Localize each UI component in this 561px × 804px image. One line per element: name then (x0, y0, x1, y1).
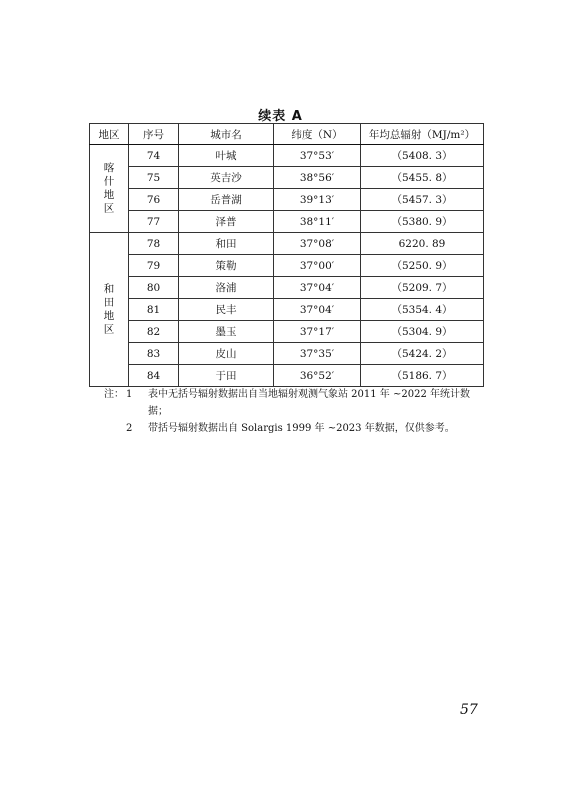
latitude-cell: 38°56′ (274, 167, 361, 189)
number-cell: 74 (129, 145, 179, 167)
latitude-cell: 37°04′ (274, 277, 361, 299)
header-region: 地区 (90, 124, 129, 145)
table-row (90, 211, 484, 233)
header-city: 城市名 (179, 124, 274, 145)
region-cell: 和田地区 (90, 233, 129, 387)
number-cell: 78 (129, 233, 179, 255)
number-cell: 79 (129, 255, 179, 277)
number-cell: 82 (129, 321, 179, 343)
city-cell: 叶城 (179, 145, 274, 167)
table-row (90, 255, 484, 277)
table-notes (104, 386, 484, 437)
latitude-cell: 37°00′ (274, 255, 361, 277)
radiation-cell: （5186. 7） (361, 365, 484, 387)
table-row (90, 189, 484, 211)
radiation-cell: （5408. 3） (361, 145, 484, 167)
note-number: 1 (126, 389, 133, 400)
radiation-cell: （5455. 8） (361, 167, 484, 189)
table-header (90, 124, 484, 145)
note-text: 带括号辐射数据出自 Solargis 1999 年 ~2023 年数据，仅供参考。 (148, 423, 455, 434)
latitude-cell: 39°13′ (274, 189, 361, 211)
table-row (90, 167, 484, 189)
table-body (90, 145, 484, 387)
latitude-cell: 36°52′ (274, 365, 361, 387)
note-number: 2 (126, 423, 133, 434)
note-item (104, 420, 484, 437)
table-caption: 续表 A (258, 109, 303, 124)
number-cell: 80 (129, 277, 179, 299)
city-cell: 洛浦 (179, 277, 274, 299)
city-cell: 岳普湖 (179, 189, 274, 211)
table-row (90, 277, 484, 299)
latitude-cell: 37°35′ (274, 343, 361, 365)
number-cell: 77 (129, 211, 179, 233)
number-cell: 83 (129, 343, 179, 365)
radiation-cell: （5250. 9） (361, 255, 484, 277)
city-cell: 民丰 (179, 299, 274, 321)
radiation-cell: （5424. 2） (361, 343, 484, 365)
notes-label: 注： (104, 389, 124, 400)
table-row (90, 321, 484, 343)
table-row (90, 233, 484, 255)
latitude-cell: 37°17′ (274, 321, 361, 343)
city-cell: 英吉沙 (179, 167, 274, 189)
city-cell: 皮山 (179, 343, 274, 365)
radiation-table (89, 123, 484, 387)
city-cell: 策勒 (179, 255, 274, 277)
radiation-cell: （5354. 4） (361, 299, 484, 321)
city-cell: 墨玉 (179, 321, 274, 343)
number-cell: 76 (129, 189, 179, 211)
number-cell: 81 (129, 299, 179, 321)
header-number: 序号 (129, 124, 179, 145)
city-cell: 于田 (179, 365, 274, 387)
table-row (90, 365, 484, 387)
table-row (90, 299, 484, 321)
page-number: 57 (460, 702, 478, 718)
header-radiation: 年均总辐射（MJ/m²） (361, 124, 484, 145)
radiation-cell: （5380. 9） (361, 211, 484, 233)
radiation-cell: （5457. 3） (361, 189, 484, 211)
city-cell: 泽普 (179, 211, 274, 233)
table-row (90, 343, 484, 365)
latitude-cell: 38°11′ (274, 211, 361, 233)
city-cell: 和田 (179, 233, 274, 255)
note-text: 表中无括号辐射数据出自当地辐射观测气象站 2011 年 ~2022 年统计数据； (148, 389, 470, 417)
header-row (90, 124, 484, 145)
region-cell: 喀什地区 (90, 145, 129, 233)
radiation-cell: 6220. 89 (361, 233, 484, 255)
number-cell: 75 (129, 167, 179, 189)
latitude-cell: 37°53′ (274, 145, 361, 167)
radiation-cell: （5304. 9） (361, 321, 484, 343)
latitude-cell: 37°04′ (274, 299, 361, 321)
radiation-cell: （5209. 7） (361, 277, 484, 299)
latitude-cell: 37°08′ (274, 233, 361, 255)
header-latitude: 纬度（N） (274, 124, 361, 145)
notes-label-spacer (104, 420, 126, 437)
table-row (90, 145, 484, 167)
number-cell: 84 (129, 365, 179, 387)
note-item (104, 386, 484, 420)
